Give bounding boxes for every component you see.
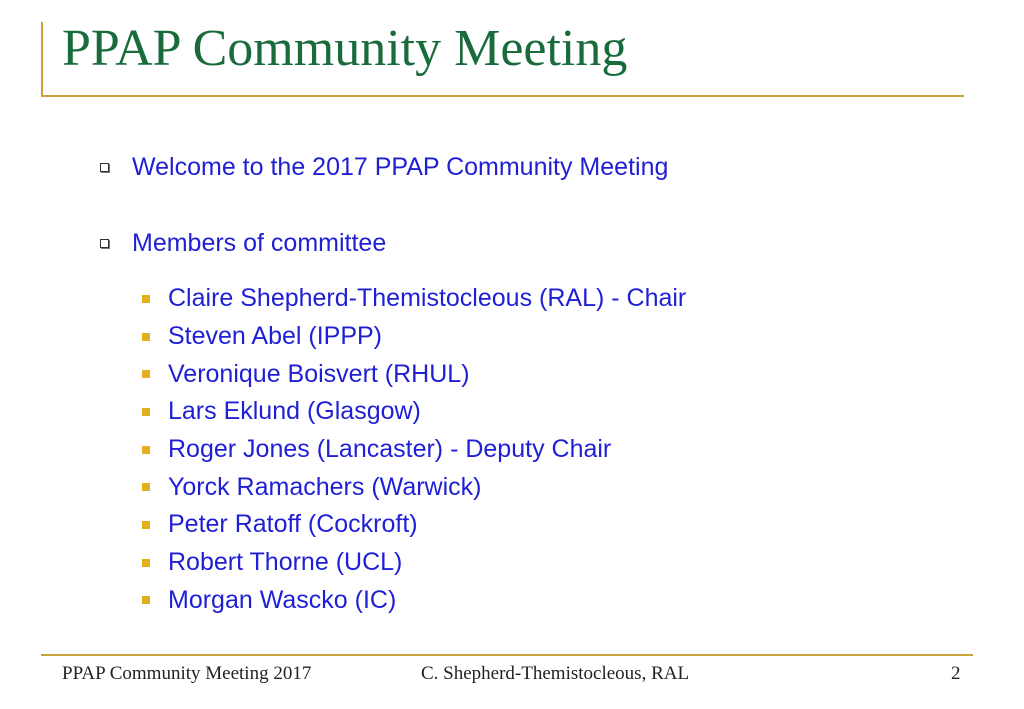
committee-member [142,318,686,356]
hollow-square-bullet-icon [100,163,109,172]
square-bullet-icon [142,333,150,341]
committee-member [142,355,686,393]
committee-member-text: Roger Jones (Lancaster) - Deputy Chair [168,435,612,464]
footer-rule [41,654,973,656]
footer-author: C. Shepherd-Themistocleous, RAL [421,663,690,684]
committee-member-text: Claire Shepherd-Themistocleous (RAL) - Chair [168,284,687,313]
square-bullet-icon [142,483,150,491]
committee-member-text: Yorck Ramachers (Warwick) [168,472,482,501]
square-bullet-icon [142,559,150,567]
bullet-welcome-text: Welcome to the 2017 PPAP Community Meeting [132,153,669,181]
square-bullet-icon [142,370,150,378]
committee-member-text: Veronique Boisvert (RHUL) [168,359,470,388]
committee-member [142,468,686,506]
bullet-welcome [100,153,668,182]
committee-member-text: Lars Eklund (Glasgow) [168,397,421,426]
square-bullet-icon [142,295,150,303]
square-bullet-icon [142,521,150,529]
title-underline-rule [41,95,964,97]
page-number: 2 [951,663,961,684]
square-bullet-icon [142,408,150,416]
committee-member-text: Steven Abel (IPPP) [168,322,383,351]
square-bullet-icon [142,596,150,604]
committee-member-text: Robert Thorne (UCL) [168,548,403,577]
title-left-rule [41,22,43,96]
footer-event: PPAP Community Meeting 2017 [62,663,312,684]
square-bullet-icon [142,446,150,454]
bullet-committee-text: Members of committee [132,229,387,257]
committee-member [142,544,686,582]
committee-member-text: Morgan Wascko (IC) [168,585,397,614]
hollow-square-bullet-icon [100,239,109,248]
committee-member [142,280,686,318]
committee-member-list [142,280,686,619]
committee-member-text: Peter Ratoff (Cockroft) [168,510,418,539]
bullet-committee [100,229,386,258]
committee-member [142,431,686,469]
committee-member [142,506,686,544]
committee-member [142,582,686,620]
slide-title: PPAP Community Meeting [62,20,628,77]
committee-member [142,393,686,431]
